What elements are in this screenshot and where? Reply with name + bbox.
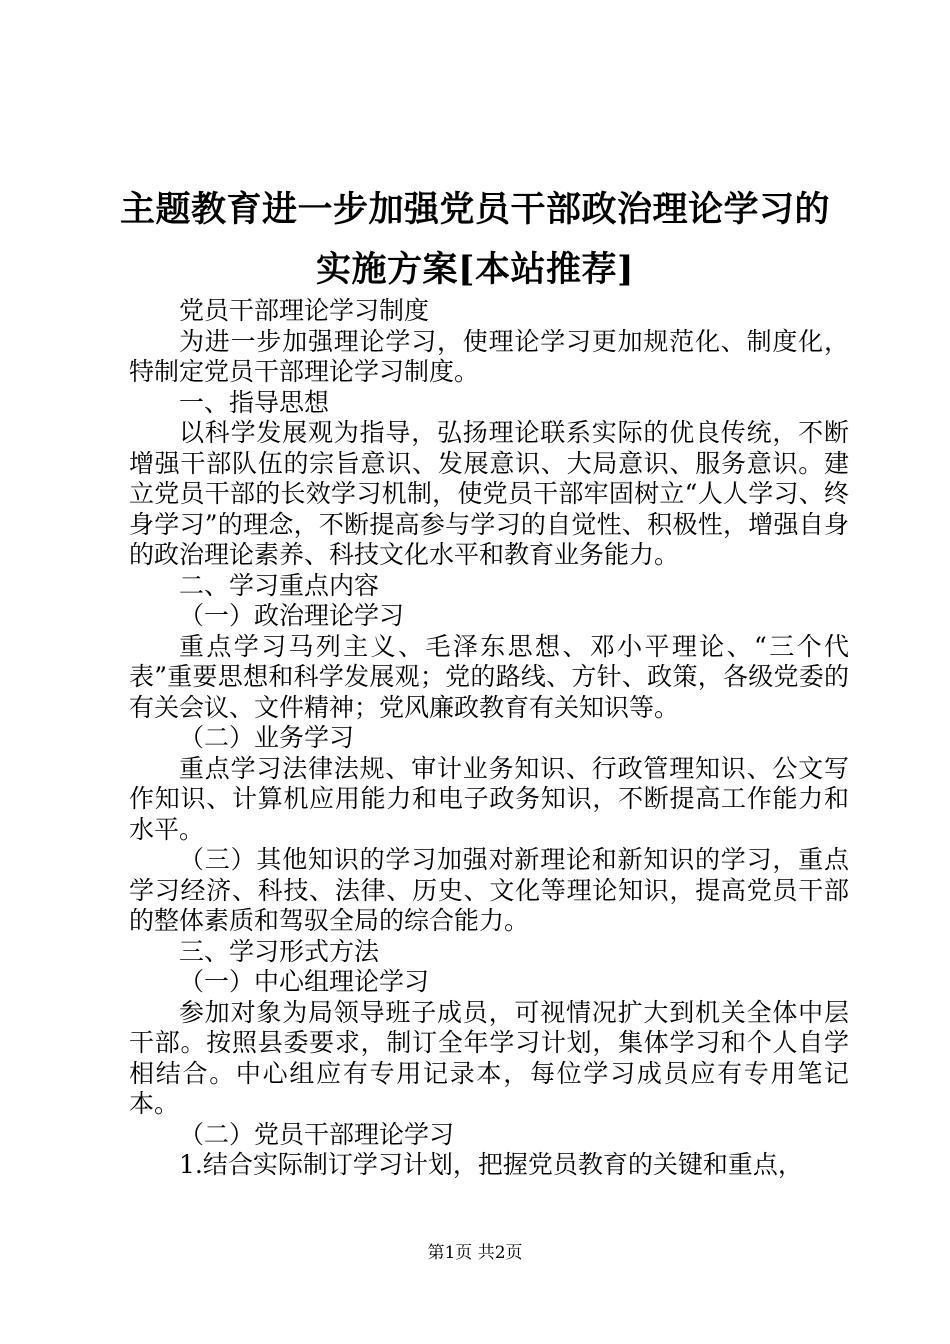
- page-footer: 第1页 共2页: [427, 1243, 523, 1263]
- section-heading: 二、学习重点内容: [179, 570, 380, 600]
- paragraph: 为进一步加强理论学习，使理论学习更加规范化、制度化，特制定党员干部理论学习制度。: [129, 326, 849, 386]
- subsection-heading: （二）党员干部理论学习: [179, 1119, 455, 1149]
- paragraph: 以科学发展观为指导，弘扬理论联系实际的优良传统，不断增强干部队伍的宗旨意识、发展意识、大局意识、服务意识。建立党员干部的长效学习机制，使党员干部牢固树立“人人学习、终身学习”的理念，不断提高参与学习的自觉性、积极性，增强自身的政治理论素养、科技文化水平和教育业务能力。: [129, 418, 849, 569]
- document-body: [129, 296, 849, 1181]
- paragraph: 重点学习法律法规、审计业务知识、行政管理知识、公文写作知识、计算机应用能力和电子政务知识，不断提高工作能力和水平。: [129, 753, 849, 844]
- section-heading: 三、学习形式方法: [179, 936, 380, 966]
- document-title-line-1: 主题教育进一步加强党员干部政治理论学习的: [119, 189, 830, 230]
- paragraph: 重点学习马列主义、毛泽东思想、邓小平理论、“三个代表”重要思想和科学发展观；党的路线、方针、政策，各级党委的有关会议、文件精神；党风廉政教育有关知识等。: [129, 631, 849, 722]
- document-title-line-2: 实施方案[本站推荐]: [315, 249, 635, 290]
- section-heading: 党员干部理论学习制度: [179, 296, 430, 325]
- paragraph: 1.结合实际制订学习计划，把握党员教育的关键和重点，: [179, 1150, 803, 1179]
- section-heading: 一、指导思想: [179, 387, 330, 417]
- subsection-heading: （一）中心组理论学习: [179, 967, 430, 996]
- paragraph: （三）其他知识的学习加强对新理论和新知识的学习，重点学习经济、科技、法律、历史、文化等理论知识，提高党员干部的整体素质和驾驭全局的综合能力。: [129, 845, 849, 935]
- subsection-heading: （一）政治理论学习: [179, 601, 405, 630]
- paragraph: 参加对象为局领导班子成员，可视情况扩大到机关全体中层干部。按照县委要求，制订全年学习计划，集体学习和个人自学相结合。中心组应有专用记录本，每位学习成员应有专用笔记本。: [129, 997, 849, 1118]
- subsection-heading: （二）业务学习: [179, 723, 355, 752]
